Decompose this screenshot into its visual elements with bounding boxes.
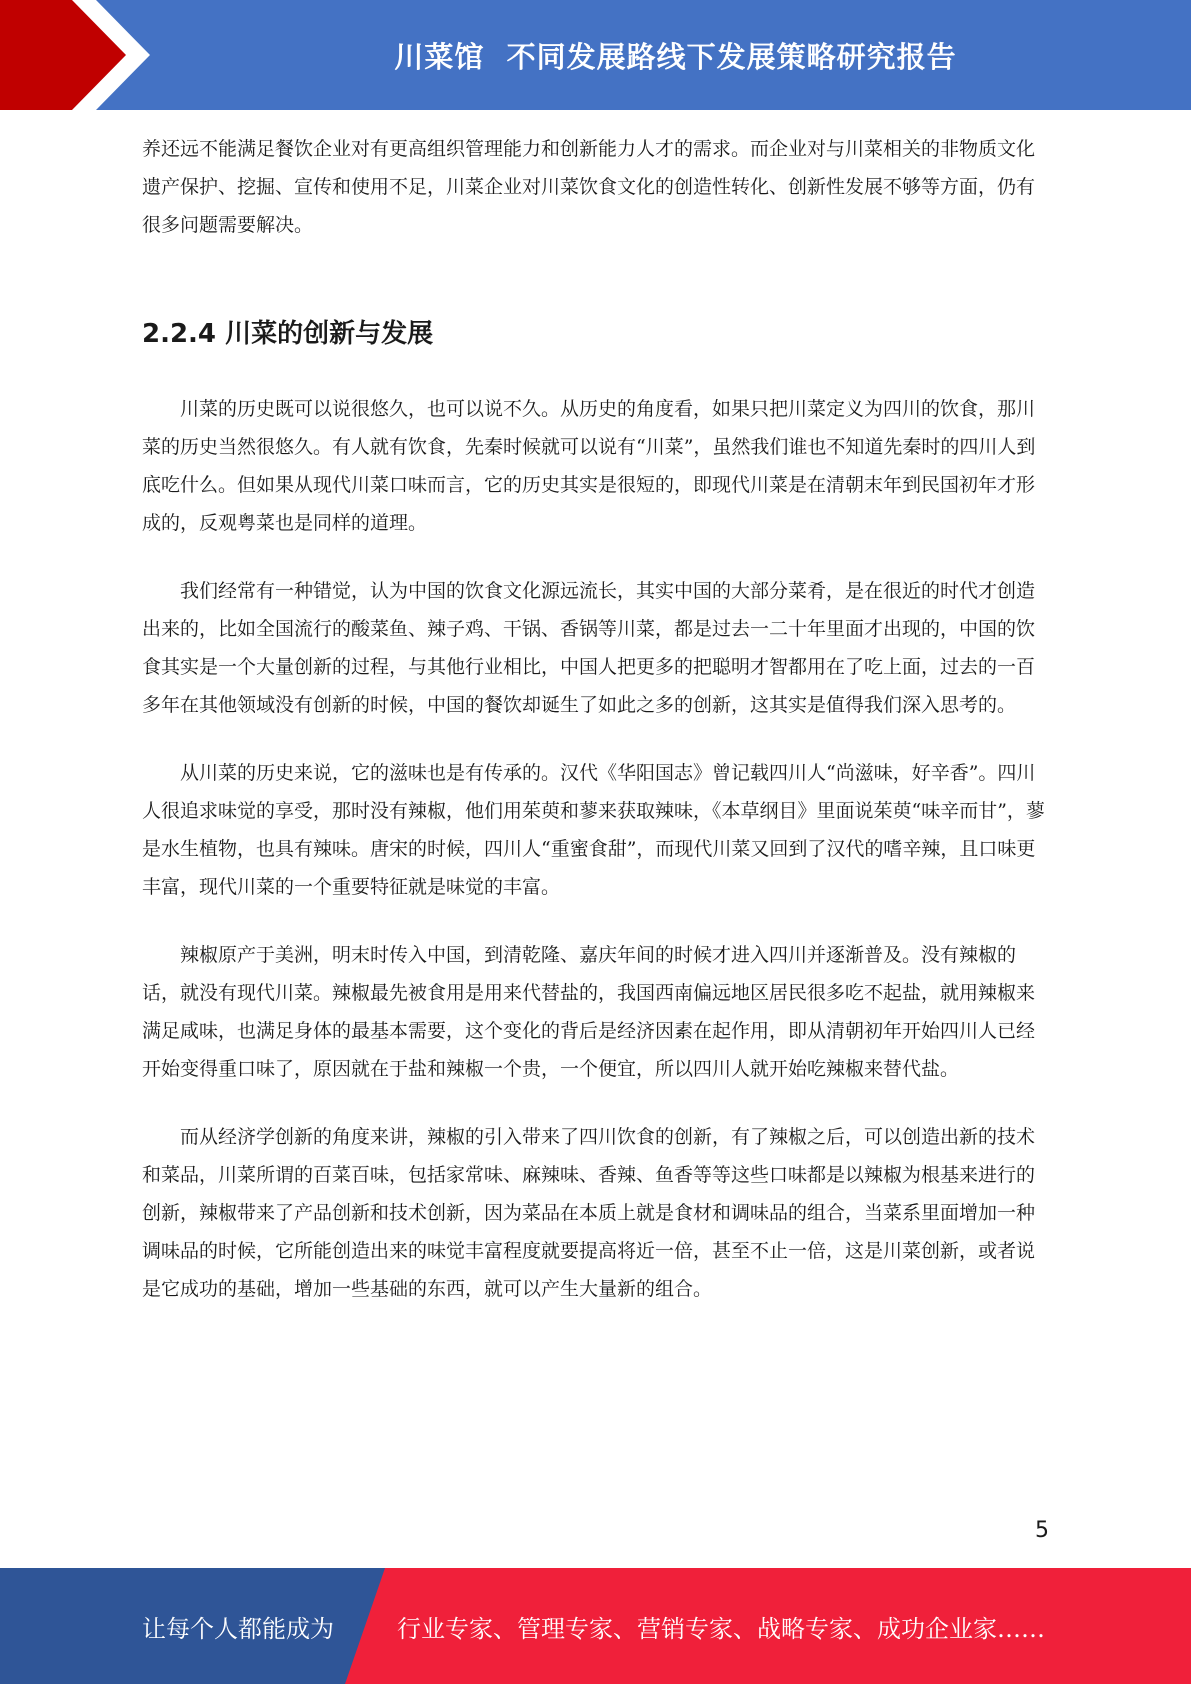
footer-slogan-right: 行业专家、管理专家、营销专家、战略专家、成功企业家…… — [397, 1614, 1045, 1643]
paragraph-4: 辣椒原产于美洲，明末时传入中国，到清乾隆、嘉庆年间的时候才进入四川并逐渐普及。没有辣椒的话，就没有现代川菜。辣椒最先被食用是用来代替盐的，我国西南偏远地区居民很多吃不起盐，就用辣椒来满足咸味，也满足身体的最基本需要，这个变化的背后是经济因素在起作用，即从清朝初年开始四川人已经开始变得重口味了，原因就在于盐和辣椒一个贵，一个便宜，所以四川人就开始吃辣椒来替代盐。 — [142, 944, 1036, 1080]
continued-paragraph: 养还远不能满足餐饮企业对有更高组织管理能力和创新能力人才的需求。而企业对与川菜相关的非物质文化遗产保护、挖掘、宣传和使用不足，川菜企业对川菜饮食文化的创造性转化、创新性发展不够等方面，仍有很多问题需要解决。 — [142, 138, 1036, 236]
paragraph-3: 从川菜的历史来说，它的滋味也是有传承的。汉代《华阳国志》曾记载四川人“尚滋味，好辛香”。四川人很追求味觉的享受，那时没有辣椒，他们用茱萸和蓼来获取辣味，《本草纲目》里面说茱萸“味辛而甘”，蓼是水生植物，也具有辣味。唐宋的时候，四川人“重蜜食甜”，而现代川菜又回到了汉代的嗜辛辣，且口味更丰富，现代川菜的一个重要特征就是味觉的丰富。 — [142, 762, 1045, 898]
header-chevron-decoration — [0, 0, 160, 110]
page-number: 5 — [1035, 1518, 1049, 1543]
paragraph-1: 川菜的历史既可以说很悠久，也可以说不久。从历史的角度看，如果只把川菜定义为四川的饮食，那川菜的历史当然很悠久。有人就有饮食，先秦时候就可以说有“川菜”，虽然我们谁也不知道先秦时的四川人到底吃什么。但如果从现代川菜口味而言，它的历史其实是很短的，即现代川菜是在清朝末年到民国初年才形成的，反观粤菜也是同样的道理。 — [142, 398, 1036, 534]
footer-slogan-left: 让每个人都能成为 — [142, 1614, 334, 1643]
section-heading: 2.2.4 川菜的创新与发展 — [142, 319, 434, 349]
page-footer — [0, 1568, 1191, 1684]
document-body — [142, 130, 1047, 1308]
page-header — [0, 0, 1191, 110]
paragraph-5: 而从经济学创新的角度来讲，辣椒的引入带来了四川饮食的创新，有了辣椒之后，可以创造出新的技术和菜品，川菜所谓的百菜百味，包括家常味、麻辣味、香辣、鱼香等等这些口味都是以辣椒为根基来进行的创新，辣椒带来了产品创新和技术创新，因为菜品在本质上就是食材和调味品的组合，当菜系里面增加一种调味品的时候，它所能创造出来的味觉丰富程度就要提高将近一倍，甚至不止一倍，这是川菜创新，或者说是它成功的基础，增加一些基础的东西，就可以产生大量新的组合。 — [142, 1126, 1036, 1300]
report-title: 川菜馆 不同发展路线下发展策略研究报告 — [394, 39, 957, 74]
paragraph-2: 我们经常有一种错觉，认为中国的饮食文化源远流长，其实中国的大部分菜肴，是在很近的时代才创造出来的，比如全国流行的酸菜鱼、辣子鸡、干锅、香锅等川菜，都是过去一二十年里面才出现的，中国的饮食其实是一个大量创新的过程，与其他行业相比，中国人把更多的把聪明才智都用在了吃上面，过去的一百多年在其他领域没有创新的时候，中国的餐饮却诞生了如此之多的创新，这其实是值得我们深入思考的。 — [142, 580, 1036, 716]
